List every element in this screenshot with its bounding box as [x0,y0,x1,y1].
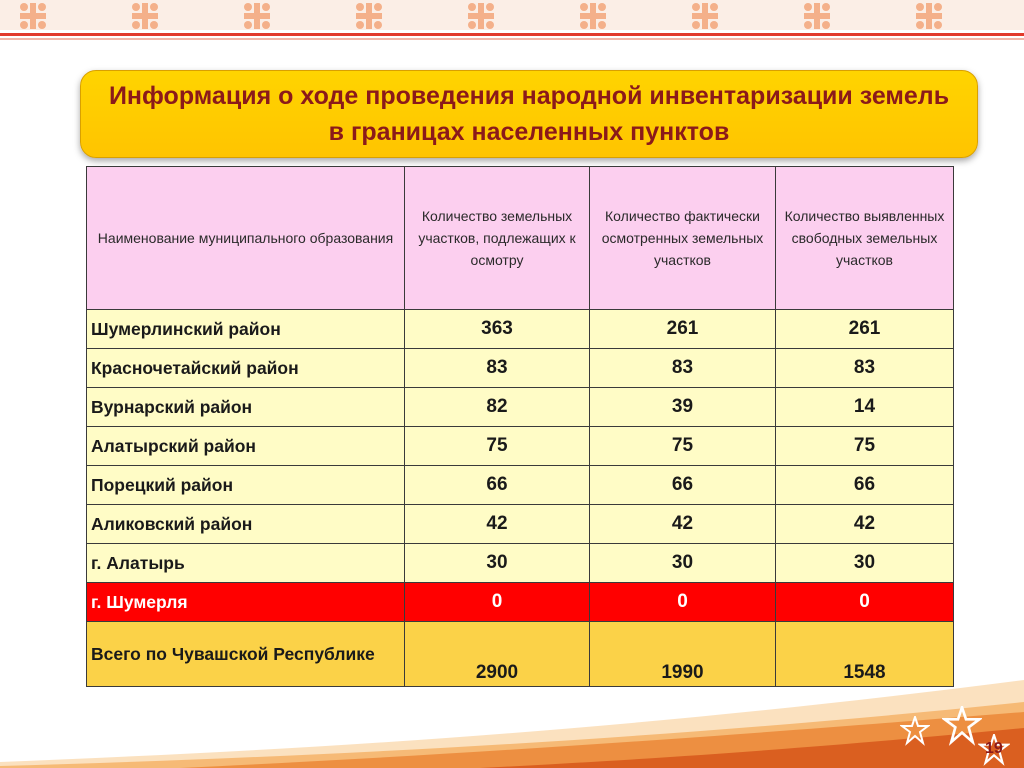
cell-value: 0 [590,583,776,622]
row-name: Аликовский район [87,505,405,544]
chuvash-ornament-icon [914,1,944,31]
cell-value: 83 [590,349,776,388]
decorative-swoosh [0,640,1024,768]
cell-value: 42 [405,505,590,544]
column-header: Количество выявленных свободных земельных участков [776,167,954,310]
row-name: Алатырский район [87,427,405,466]
cell-value: 42 [590,505,776,544]
ornament-band [0,0,1024,30]
cell-value: 66 [405,466,590,505]
title-box [80,70,978,158]
star-ornament-icon [900,716,930,746]
divider-line [0,33,1024,36]
cell-value: 82 [405,388,590,427]
highlighted-row [87,583,954,622]
row-name: Вурнарский район [87,388,405,427]
row-name: г. Шумерля [87,583,405,622]
cell-value: 30 [776,544,954,583]
cell-value: 363 [405,310,590,349]
cell-value: 75 [776,427,954,466]
chuvash-ornament-icon [578,1,608,31]
chuvash-ornament-icon [690,1,720,31]
cell-value: 0 [405,583,590,622]
total-label: Всего по Чувашской Республике [87,622,405,687]
cell-value: 83 [405,349,590,388]
divider-line [0,38,1024,40]
chuvash-ornament-icon [802,1,832,31]
data-table [86,166,954,687]
chuvash-ornament-icon [18,1,48,31]
cell-value: 66 [776,466,954,505]
row-name: Шумерлинский район [87,310,405,349]
slide-title: Информация о ходе проведения народной инвентаризации земель в границах населенных пунктов [108,82,950,146]
column-header: Количество земельных участков, подлежащих к осмотру [405,167,590,310]
column-header: Количество фактически осмотренных земельных участков [590,167,776,310]
row-name: Красночетайский район [87,349,405,388]
cell-value: 30 [590,544,776,583]
total-value: 1990 [590,622,776,687]
total-value: 2900 [405,622,590,687]
cell-value: 75 [405,427,590,466]
cell-value: 261 [590,310,776,349]
cell-value: 75 [590,427,776,466]
table-row [87,466,954,505]
cell-value: 83 [776,349,954,388]
cell-value: 0 [776,583,954,622]
table-row [87,310,954,349]
cell-value: 30 [405,544,590,583]
row-name: Порецкий район [87,466,405,505]
chuvash-ornament-icon [130,1,160,31]
total-value: 1548 [776,622,954,687]
table-row [87,427,954,466]
row-name: г. Алатырь [87,544,405,583]
chuvash-ornament-icon [242,1,272,31]
chuvash-ornament-icon [354,1,384,31]
cell-value: 39 [590,388,776,427]
chuvash-ornament-icon [466,1,496,31]
table-row [87,505,954,544]
cell-value: 261 [776,310,954,349]
page-number: 19 [985,740,1003,757]
table-row [87,388,954,427]
star-ornament-icon [942,706,982,746]
table-row [87,544,954,583]
cell-value: 14 [776,388,954,427]
table-header-row [87,167,954,310]
table-row [87,349,954,388]
cell-value: 66 [590,466,776,505]
column-header: Наименование муниципального образования [87,167,405,310]
cell-value: 42 [776,505,954,544]
